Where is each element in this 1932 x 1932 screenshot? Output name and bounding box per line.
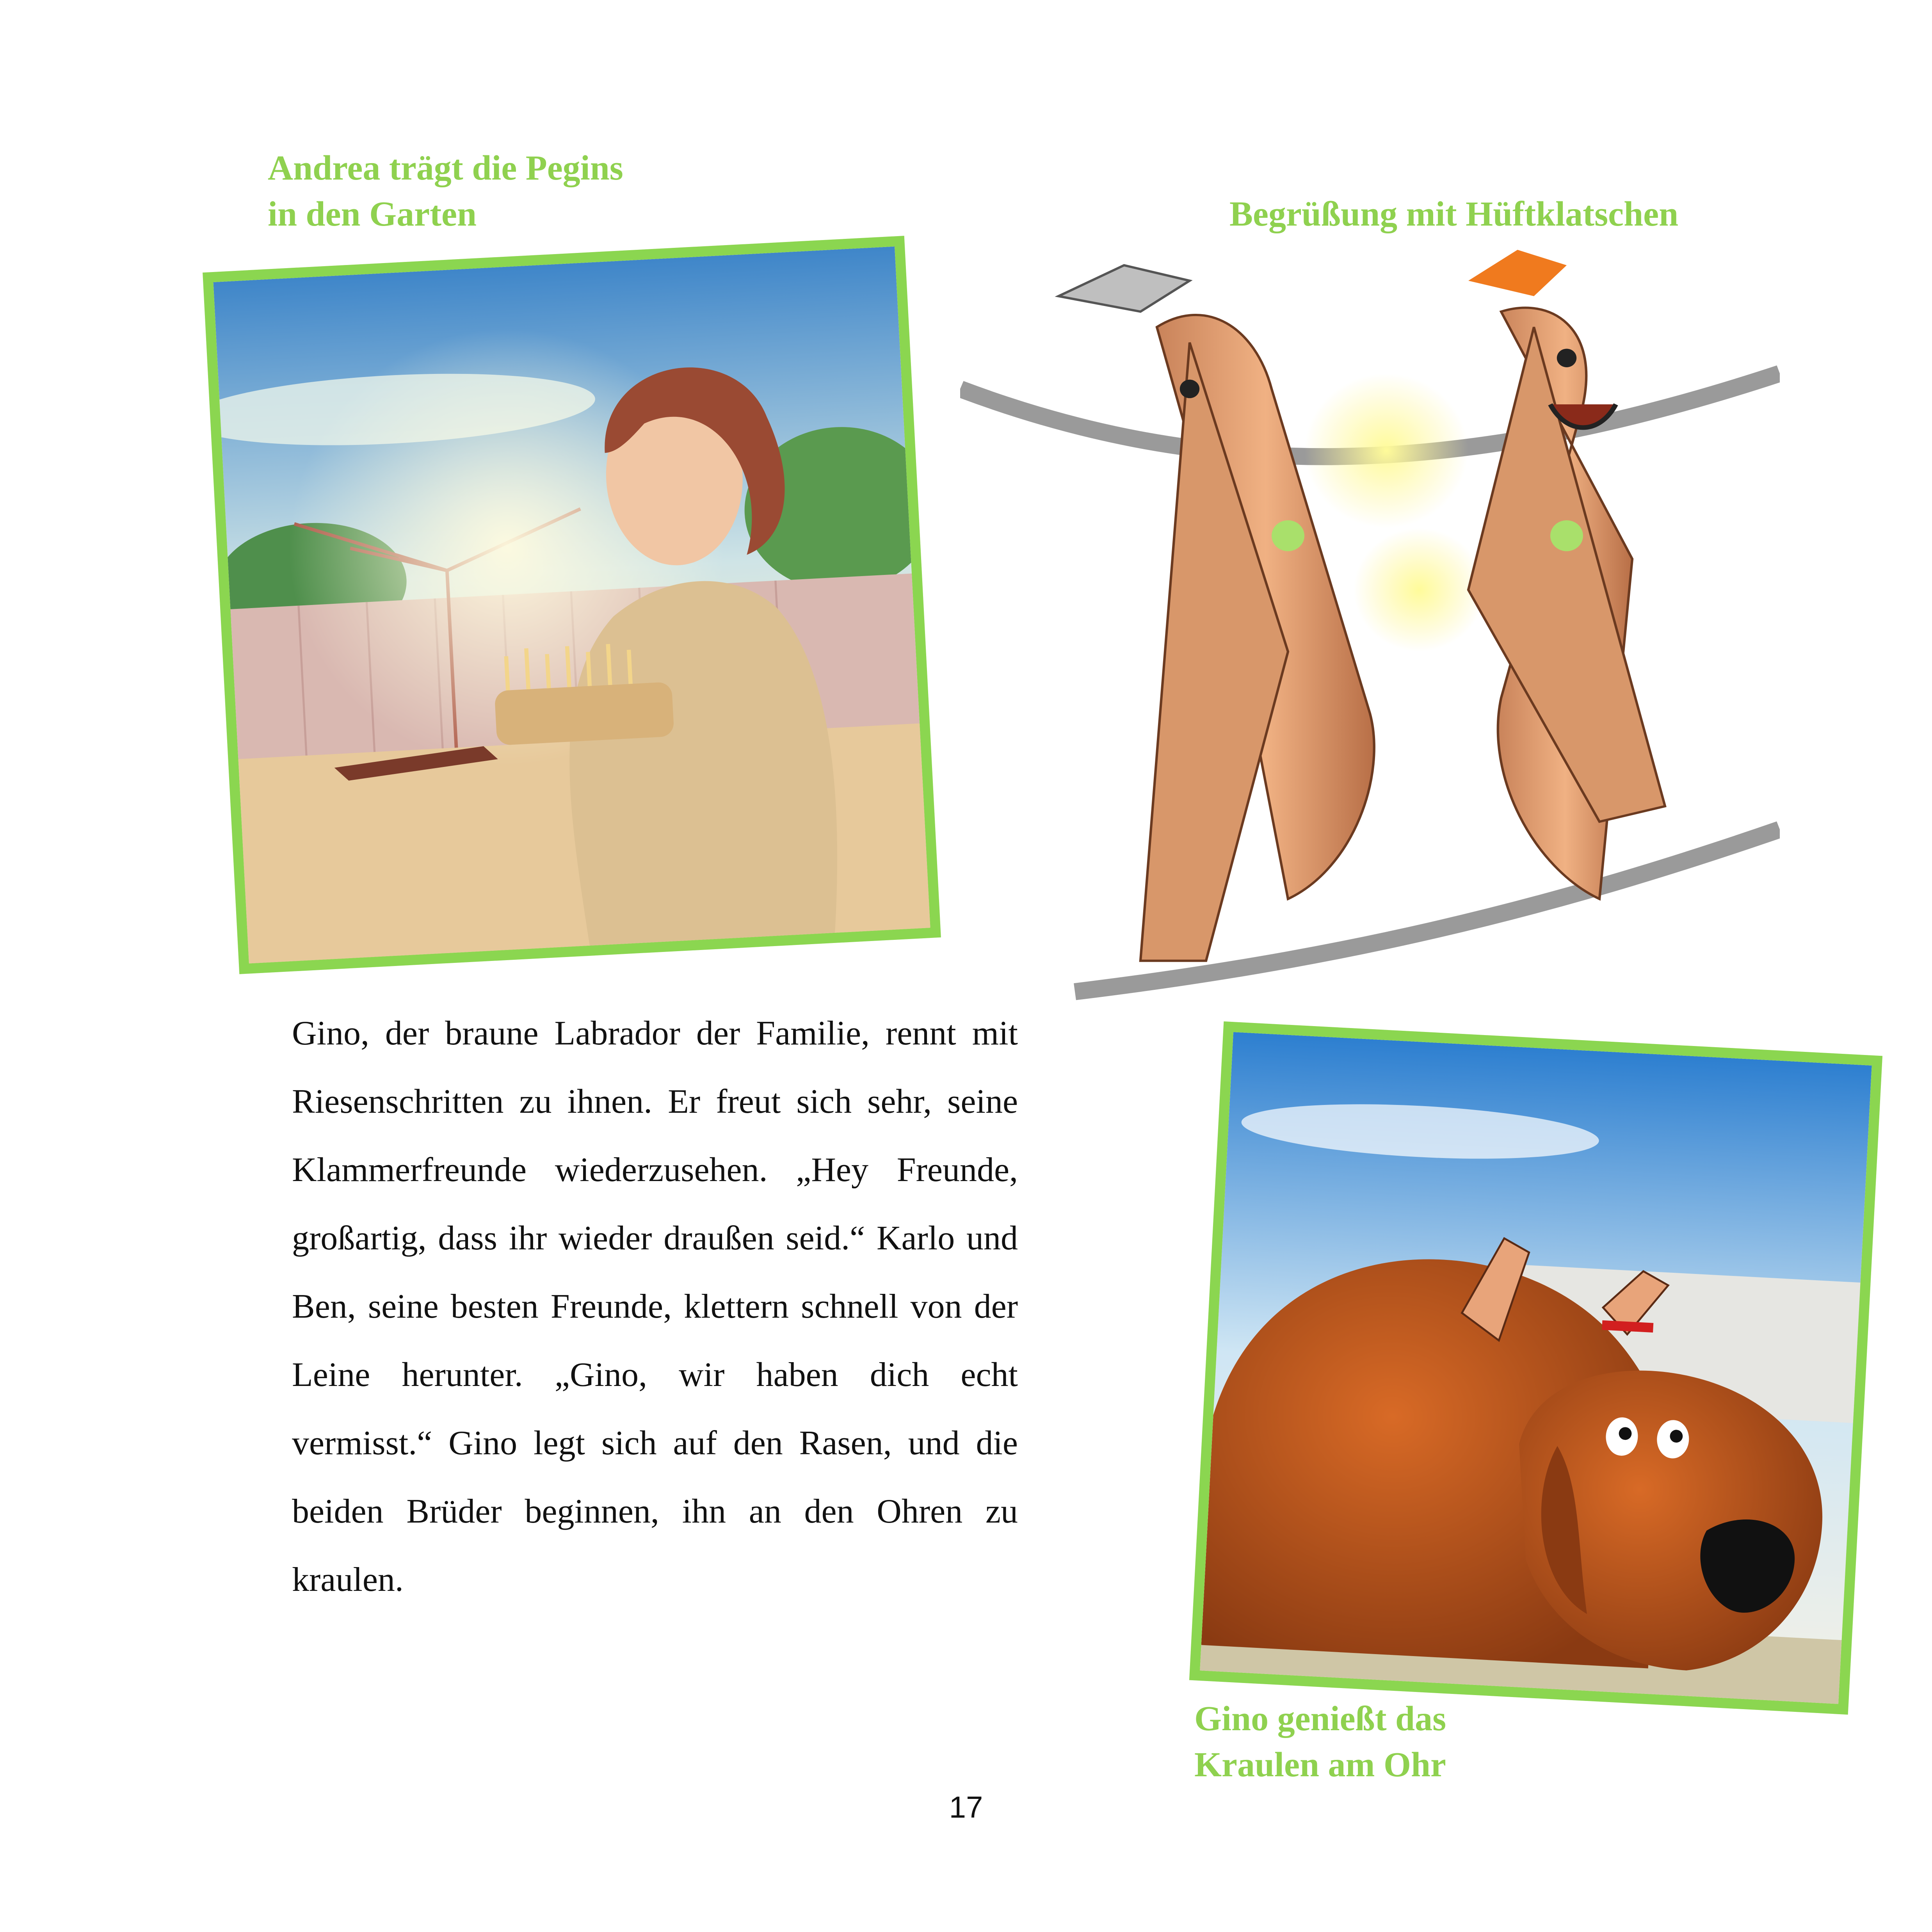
- illustration-gino-labrador: [1189, 1021, 1882, 1715]
- illustration-andrea-garden: [203, 236, 941, 974]
- illustration-clothespin-greeting: [960, 250, 1780, 1023]
- caption-greeting: Begrüßung mit Hüftklatschen: [1229, 195, 1679, 233]
- caption-andrea: Andrea trägt die Pegins in den Garten: [268, 149, 623, 233]
- page-number: 17: [949, 1790, 983, 1824]
- story-paragraph: Gino, der braune Labrador der Familie, rennt mit Riesenschritten zu ihnen. Er freut sich sehr, seine Klammerfreunde wiederzusehen. „Hey Freunde, großartig, dass ihr wieder draußen seid.“ Karlo und Ben, seine besten Freunde, klettern schnell von der Leine herunter. „Gino, wir haben dich echt vermisst.“ Gino legt sich auf den Rasen, und die beiden Brüder beginnen, ihn an den Ohren zu kraulen.: [292, 1014, 1018, 1599]
- caption-gino: Gino genießt das Kraulen am Ohr: [1194, 1699, 1446, 1784]
